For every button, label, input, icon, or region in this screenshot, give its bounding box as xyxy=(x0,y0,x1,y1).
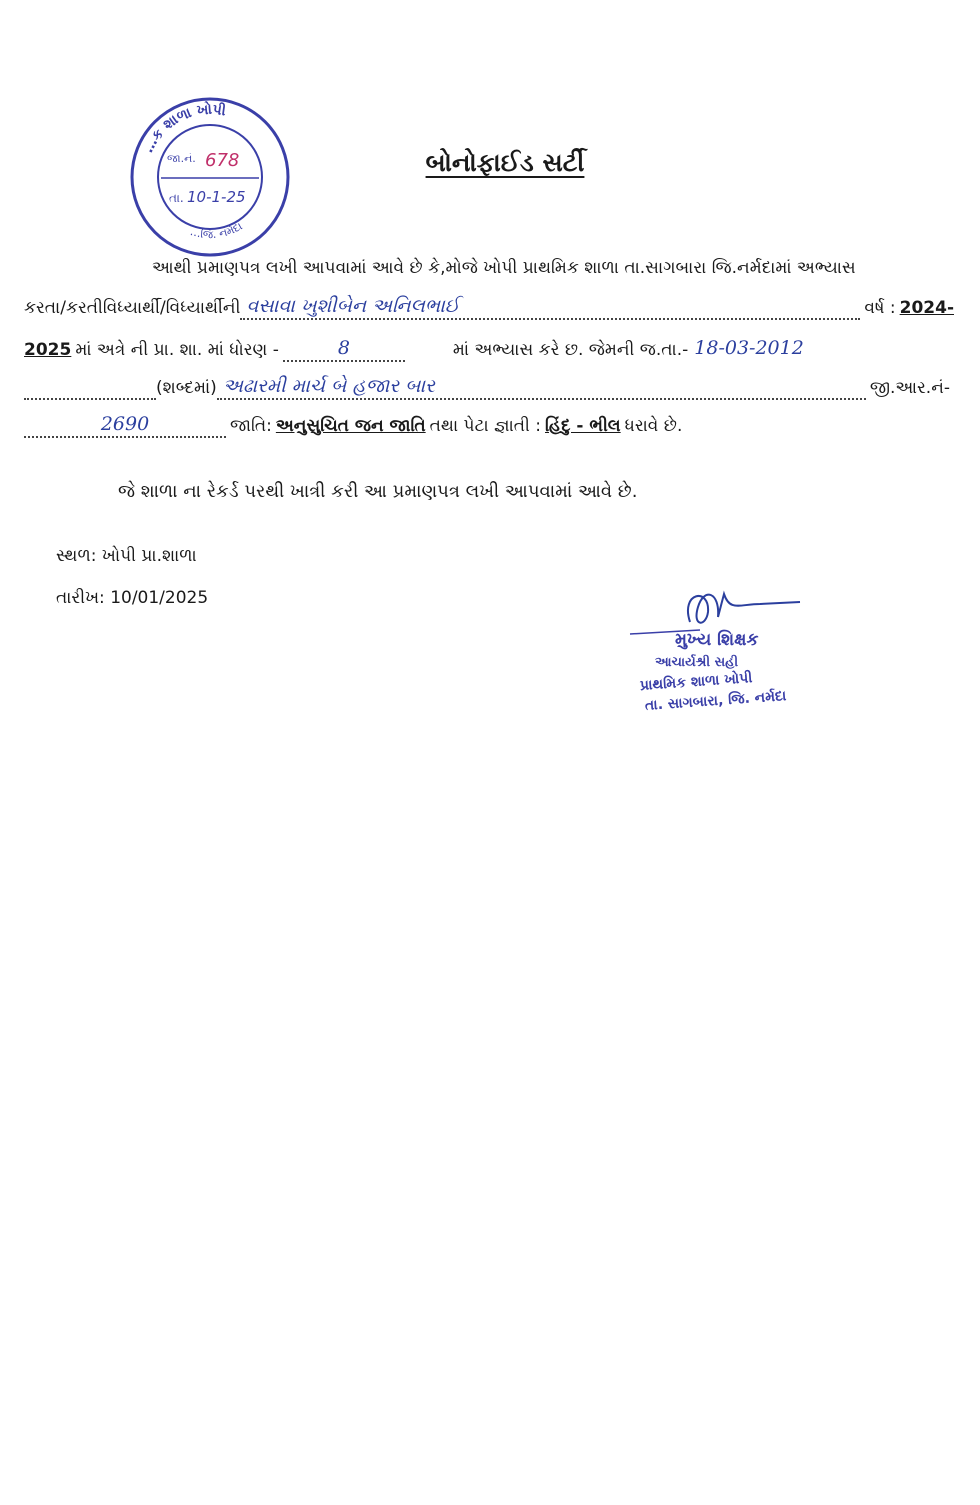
caste-line xyxy=(24,413,954,442)
student-name: વસાવા ખુશીબેન અનિલભાઈ xyxy=(240,294,860,320)
caste-label: જાતિ: xyxy=(230,416,272,436)
seal-top-text: …ક શાળા ખોપી xyxy=(140,101,227,156)
subcaste-value: હિંદુ - ભીલ xyxy=(545,416,621,436)
seal-school-name: પ્રાથમિક શાળા ખોપી xyxy=(639,670,753,694)
words-value: અઢારમી માર્ચ બે હજાર બાર xyxy=(217,374,866,400)
words-line xyxy=(24,375,954,404)
seal-number-label: જા.નં. xyxy=(167,152,196,165)
dob-value: 18-03-2012 xyxy=(694,337,804,359)
verification-statement: જે શાળા ના રેકર્ડ પરથી ખાત્રી કરી આ પ્રમાણપત્ર લખી આપવામાં આવે છે. xyxy=(118,481,638,502)
standard-prefix: માં અત્રે ની પ્રા. શા. માં ધોરણ - xyxy=(75,340,279,360)
year-label: વર્ષ : xyxy=(864,298,896,318)
seal-date-label: તા. xyxy=(169,191,184,205)
standard-line xyxy=(24,337,954,366)
year-part2: 2025 xyxy=(24,340,72,360)
seal-date-value: 10-1-25 xyxy=(187,188,246,206)
certificate-title: બોનોફાઈડ સર્ટી xyxy=(425,148,585,177)
date-line: તારીખ: 10/01/2025 xyxy=(56,588,209,608)
seal-head-teacher: મુખ્ય શિક્ષક xyxy=(675,630,759,650)
caste-value: અનુસુચિત જન જાતિ xyxy=(275,416,426,436)
year-part1: 2024- xyxy=(899,298,954,318)
student-line xyxy=(24,295,954,324)
words-label: (શબ્દમાં) xyxy=(156,378,217,398)
standard-value: 8 xyxy=(283,336,405,362)
seal-taluka-district: તા. સાગબારા, જિ. નર્મદા xyxy=(644,688,787,714)
place-line: સ્થળ: ખોપી પ્રા.શાળા xyxy=(56,546,197,566)
study-text: માં અભ્યાસ કરે છ. જેમની જ.તા.- xyxy=(452,340,689,360)
gr-value: 2690 xyxy=(24,412,226,438)
gr-label: જી.આર.નં- xyxy=(869,378,950,398)
intro-line: આથી પ્રમાણપત્ર લખી આપવામાં આવે છે કે,મોજે ખોપી પ્રાથમિક શાળા તા.સાગબારા જિ.નર્મદામાં અભ્યાસ xyxy=(152,258,856,278)
subcaste-label: તથા પેટા જ્ઞાતી : xyxy=(429,416,542,436)
student-prefix: કરતા/કરતીવિધ્યાર્થી/વિધ્યાર્થીની xyxy=(24,298,241,318)
seal-bottom-text: …જિ. નર્મદા xyxy=(188,219,245,242)
words-leader xyxy=(24,374,156,400)
seal-principal-sign: આચાર્યશ્રી સહી xyxy=(655,655,739,670)
seal-number-value: 678 xyxy=(205,150,240,171)
ending-text: ધરાવે છે. xyxy=(624,416,683,436)
